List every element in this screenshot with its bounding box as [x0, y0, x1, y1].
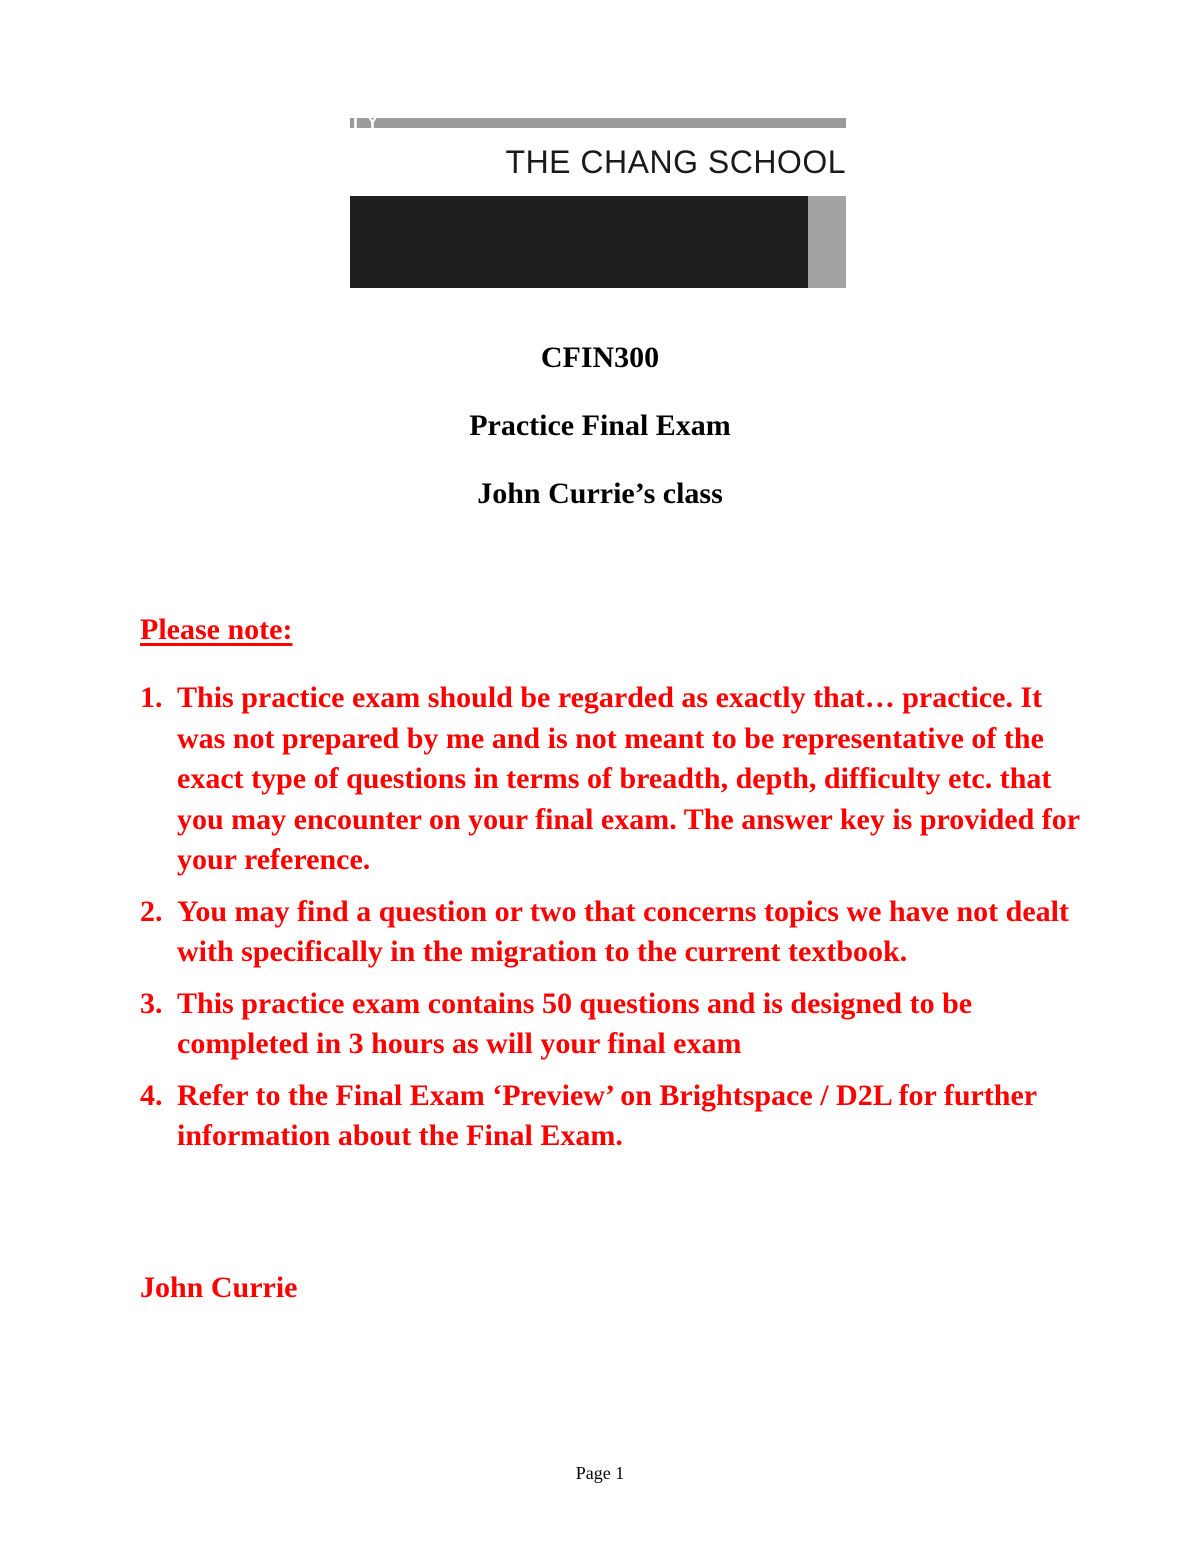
notes-list [140, 678, 1080, 1168]
logo-school-name: THE CHANG SCHOOL [505, 144, 846, 180]
chang-school-logo [350, 118, 846, 288]
logo-division-name: CONTINUING EDUCATION [246, 142, 413, 157]
note-item [140, 1076, 1080, 1157]
signature: John Currie [140, 1271, 298, 1304]
note-item [140, 984, 1080, 1065]
course-code: CFIN300 [540, 341, 660, 374]
note-number: 1. [140, 681, 163, 714]
page-number: Page 1 [575, 1463, 625, 1483]
note-item [140, 678, 1080, 881]
logo-top-bar [350, 118, 846, 128]
note-number: 2. [140, 894, 163, 928]
note-text: This practice exam contains 50 questions and is designed to be completed in 3 hours as will your final exam [177, 986, 973, 1060]
notes-heading: Please note: [140, 613, 293, 646]
note-number: 4. [140, 1078, 163, 1112]
logo-dark-block [350, 196, 808, 288]
note-number: 3. [140, 986, 163, 1020]
note-text: You may find a question or two that concerns topics we have not dealt with specifically in the migration to the current textbook. [177, 894, 1069, 968]
class-name: John Currie’s class [477, 477, 723, 510]
note-text: Refer to the Final Exam ‘Preview’ on Brightspace / D2L for further information about the Final Exam. [177, 1078, 1037, 1152]
logo-university-name: RYERSON UNIVERSITY [84, 106, 382, 136]
note-text: This practice exam should be regarded as exactly that… practice. It was not prepared by me and is not meant to be representative of the exact type of questions in terms of breadth, depth, difficulty etc. that you may encounter on your final exam. The answer key is provided for your reference. [177, 681, 1080, 876]
logo-side-bar [808, 196, 846, 288]
exam-title: Practice Final Exam [469, 409, 731, 442]
note-item [140, 892, 1080, 973]
